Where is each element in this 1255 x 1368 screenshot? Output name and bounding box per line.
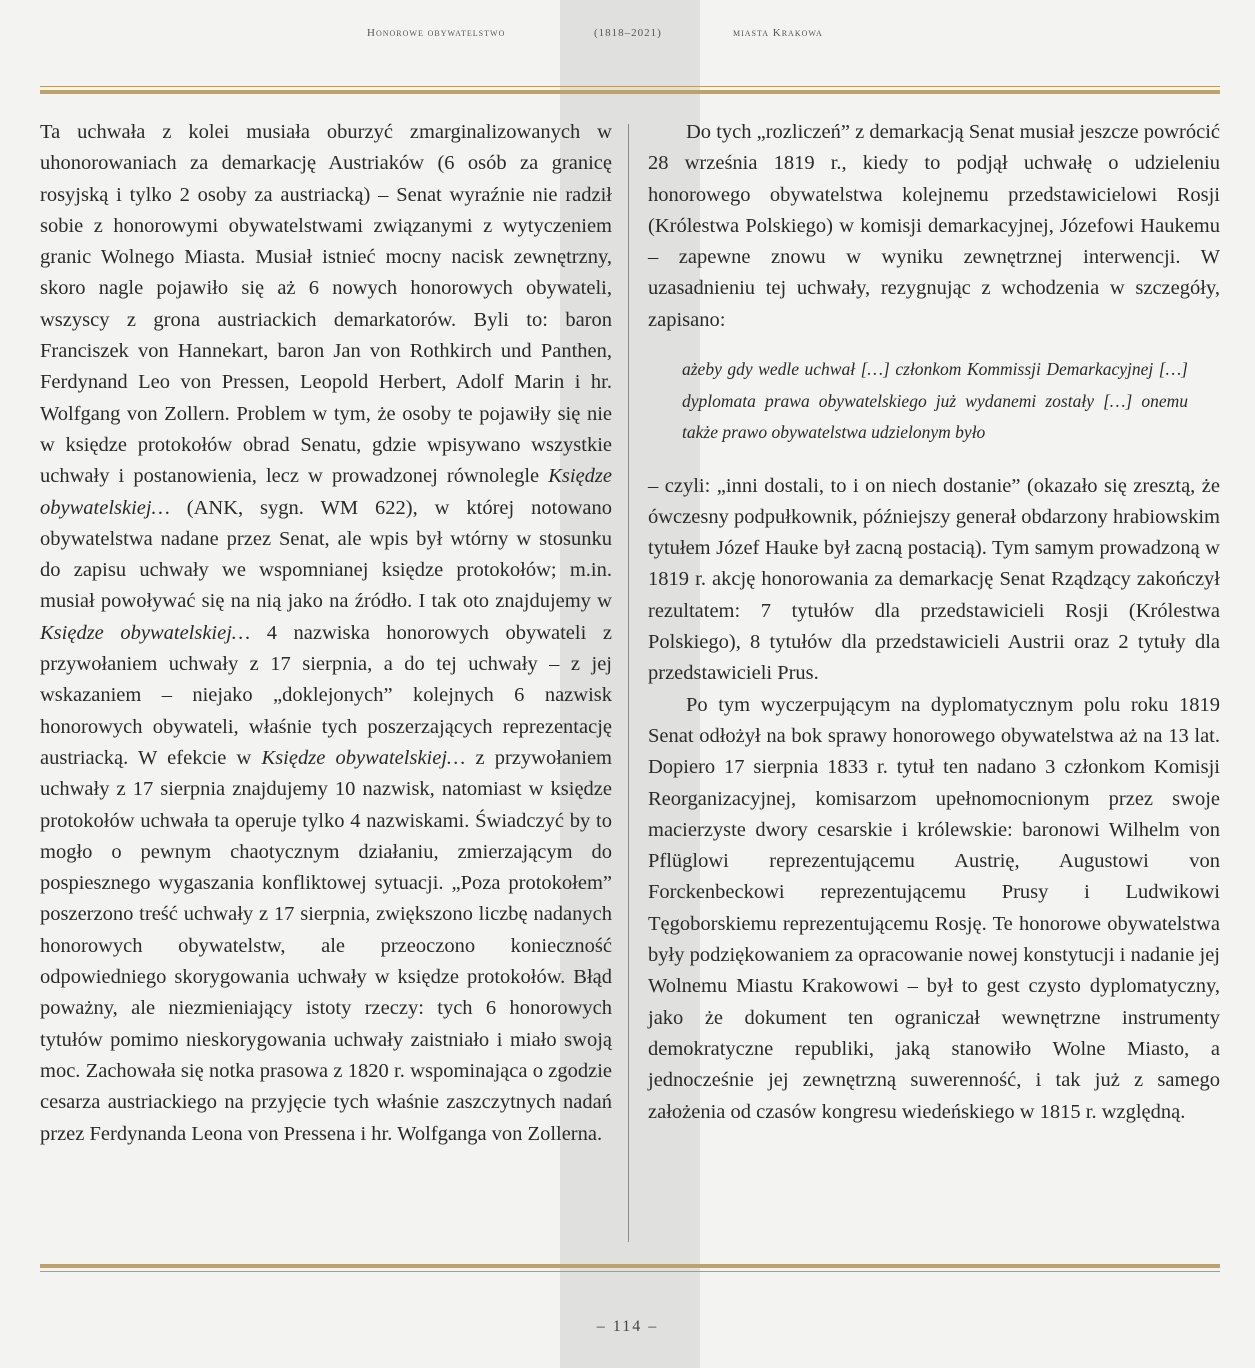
running-head <box>0 27 1255 47</box>
column-divider <box>628 124 629 1242</box>
running-head-right: miasta Krakowa <box>733 27 823 39</box>
running-head-center: (1818–2021) <box>594 27 662 39</box>
bottom-ornamental-rule <box>40 1264 1220 1272</box>
right-paragraph: – czyli: „inni dostali, to i on niech dostanie” (okazało się zresztą, że ówczesny podpułkownik, późniejszy generał obdarzony hrabiowskim tytułem Józef Hauke był zacną postacią). Tym samym prowadzoną w 1819 r. akcję honorowania za demarkację Senat Rządzący zakończył rezultatem: 7 tytułów dla przedstawicieli Rosji (Królestwa Polskiego), 8 tytułów dla przedstawicieli Austrii oraz 2 tytuły dla przedstawicieli Prus. <box>648 474 1220 685</box>
book-title: Księdze obywatelskiej… <box>261 746 466 769</box>
book-title: Księdze obywatelskiej… <box>40 621 251 644</box>
left-paragraph: Ta uchwała z kolei musiała oburzyć zmarginalizowanych w uhonorowaniach za demarkację Austriaków (6 osób za granicę rosyjską i tylko 2 osoby za austriacką) – Senat wyraźnie nie radził sobie z honorowymi obywatelstwami związanymi z wytyczeniem granic Wolnego Miasta. Musiał istnieć mocny nacisk zewnętrzny, skoro nagle pojawiło się aż 6 nowych honorowych obywateli, wszyscy z grona austriackich demarkatorów. Byli to: baron Franciszek von Hannekart, baron Jan von Rothkirch und Panthen, Ferdynand Leo von Pressen, Leopold Herbert, Adolf Marin i hr. Wolfgang von Zollern. Problem w tym, że osoby te pojawiły się nie w księdze protokołów obrad Senatu, gdzie wpisywano wszystkie uchwały i postanowienia, lecz w prowadzonej równolegle Księdze obywatelskiej… (ANK, sygn. WM 622), w której notowano obywatelstwa nadane przez Senat, ale wpis był wtórny w stosunku do zapisu uchwały we wspomnianej księdze protokołów; m.in. musiał powoływać się na nią jako na źródło. I tak oto znajdujemy w Księdze obywatelskiej… 4 nazwiska honorowych obywateli z przywołaniem uchwały z 17 sierpnia, a do tej uchwały – z jej wskazaniem – niejako „doklejonych” kolejnych 6 nazwisk honorowych obywateli, właśnie tych poszerzających reprezentację austriacką. W efekcie w Księdze obywatelskiej… z przywołaniem uchwały z 17 sierpnia znajdujemy 10 nazwisk, natomiast w księdze protokołów uchwała ta operuje tylko 4 nazwiskami. Świadczyć by to mogło o pewnym chaotycznym działaniu, zmierzającym do pospiesznego wygaszania konfliktowej sytuacji. „Poza protokołem” poszerzono treść uchwały z 17 sierpnia, zwiększono liczbę nadanych honorowych obywatelstw, ale przeoczono konieczność odpowiedniego skorygowania uchwały w księdze protokołów. Błąd poważny, ale niezmieniający istoty rzeczy: tych 6 honorowych tytułów pomimo nieskorygowania uchwały zaistniało i miało swoją moc. Zachowała się notka prasowa z 1820 r. wspominająca o zgodzie cesarza austriackiego na przyjęcie tych właśnie zaszczytnych nadań przez Ferdynanda Leona von Pressena i hr. Wolfganga von Zollerna. <box>40 121 612 1145</box>
page-number: – 114 – <box>596 1318 659 1335</box>
running-head-left: Honorowe obywatelstwo <box>367 27 506 39</box>
top-ornamental-rule <box>40 86 1220 94</box>
book-title: Księdze obywatelskiej… <box>40 465 612 519</box>
left-column <box>40 117 612 1150</box>
block-quote: ażeby gdy wedle uchwał […] członkom Kommissji Demarkacyjnej […] dyplomata prawa obywatelskiego już wydanemi zostały […] onemu także prawo obywatelstwa udzielonym było <box>682 359 1188 443</box>
right-column <box>648 117 1220 1128</box>
right-paragraph: Do tych „rozliczeń” z demarkacją Senat musiał jeszcze powrócić 28 września 1819 r., kiedy to podjął uchwałę o udzieleniu honorowego obywatelstwa kolejnemu przedstawicielowi Rosji (Królestwa Polskiego) w komisji demarkacyjnej, Józefowi Haukemu – zapewne znowu w wyniku zewnętrznej interwencji. W uzasadnieniu tej uchwały, rezygnując z wchodzenia w szczegóły, zapisano: <box>648 121 1220 331</box>
right-paragraph: Po tym wyczerpującym na dyplomatycznym polu roku 1819 Senat odłożył na bok sprawy honorowego obywatelstwa aż na 13 lat. Dopiero 17 sierpnia 1833 r. tytuł ten nadano 3 członkom Komisji Reorganizacyjnej, komisarzom upełnomocnionym przez swoje macierzyste dwory cesarskie i królewskie: baronowi Wilhelm von Pflüglowi reprezentującemu Austrię, Augustowi von Forckenbeckowi reprezentującemu Prusy i Ludwikowi Tęgoborskiemu reprezentującemu Rosję. Te honorowe obywatelstwa były podziękowaniem za opracowanie nowej konstytucji i nadanie jej Wolnemu Miastu Krakowowi – był to gest czysto dyplomatyczny, jako że dokument ten ograniczał wewnętrzne instrumenty demokratyczne republiki, jaką stanowiło Wolne Miasto, a jednocześnie jej zewnętrzną suwerenność, i tak już z samego założenia od czasów kongresu wiedeńskiego w 1815 r. względną. <box>648 693 1220 1123</box>
